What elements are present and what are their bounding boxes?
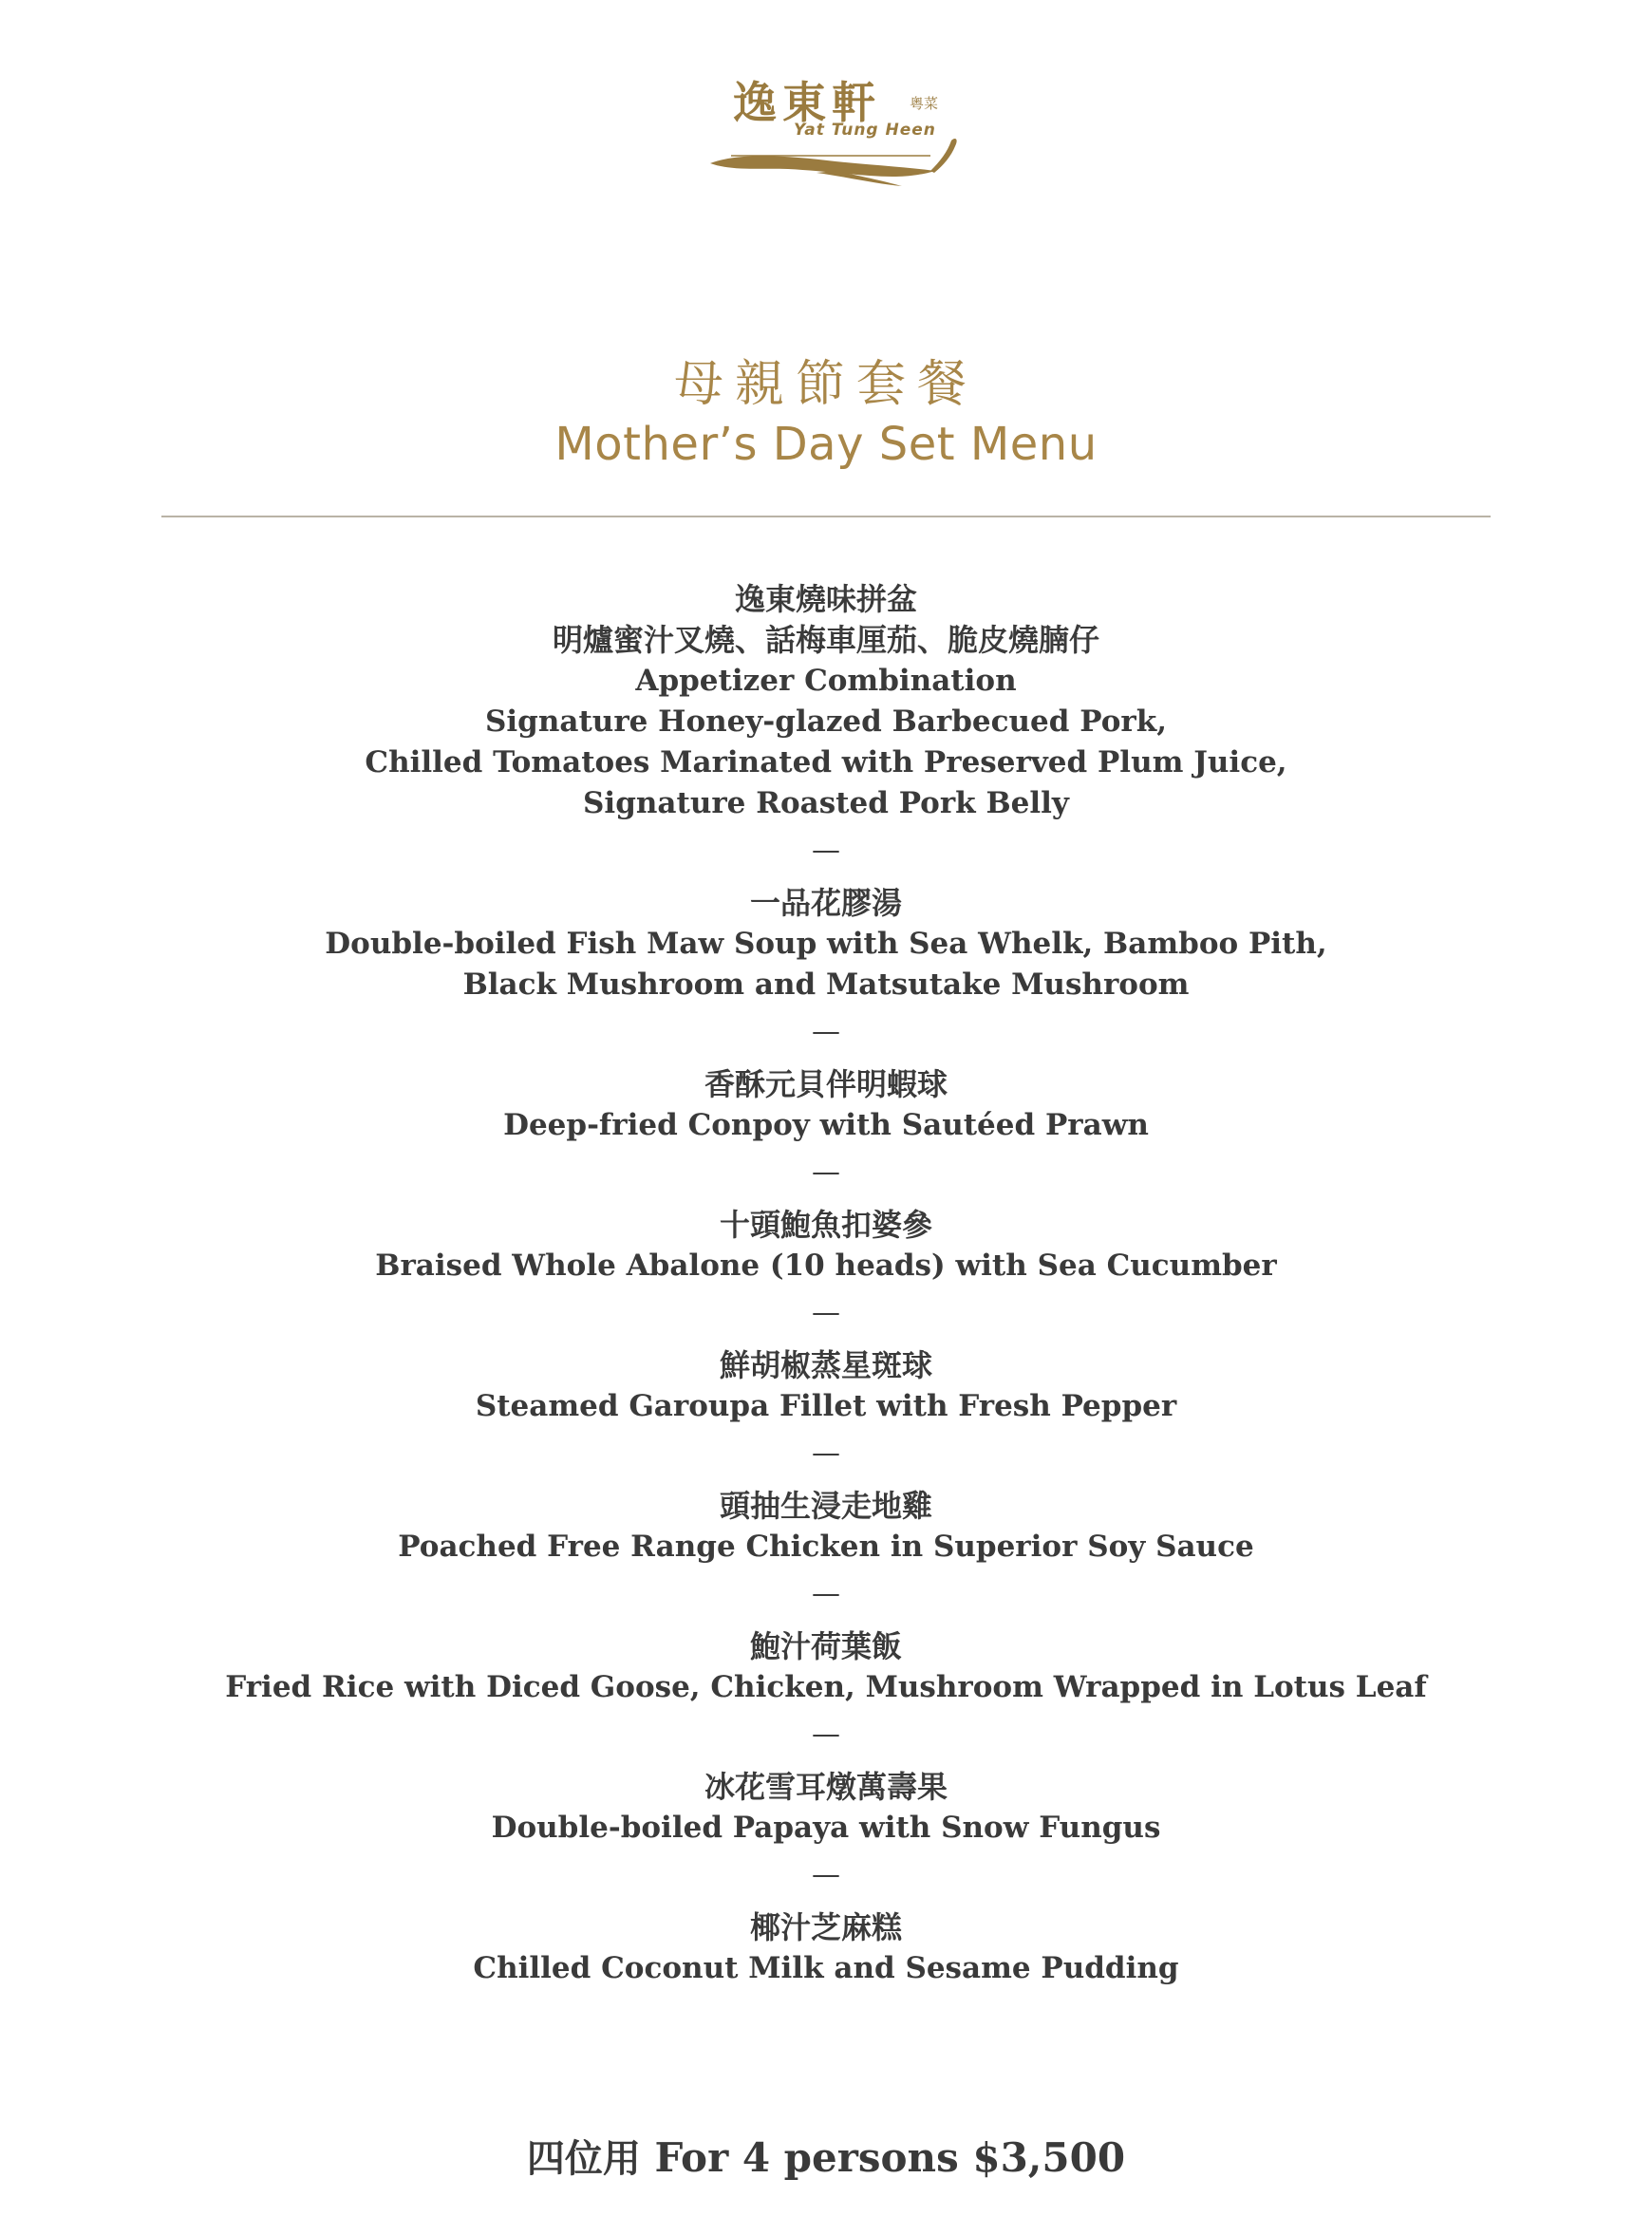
price-label-chinese: 四位用	[526, 2137, 641, 2181]
course-name-chinese: 香酥元貝伴明蝦球	[704, 1066, 948, 1102]
course-name-chinese: 頭抽生浸走地雞	[719, 1488, 932, 1524]
course-list	[0, 579, 1652, 1989]
course-separator: —	[812, 1858, 840, 1891]
course-name-chinese: 一品花膠湯	[749, 885, 902, 921]
course-name-english: Double-boiled Papaya with Snow Fungus	[491, 1811, 1161, 1845]
menu-course	[0, 1205, 1652, 1286]
price-line	[0, 2129, 1652, 2183]
course-name-chinese: 逸東燒味拼盆	[734, 581, 917, 617]
course-name-english: Black Mushroom and Matsutake Mushroom	[462, 967, 1190, 1002]
menu-title-chinese: 母親節套餐	[673, 356, 978, 413]
restaurant-logo	[703, 66, 968, 190]
menu-course	[0, 1767, 1652, 1849]
course-name-english: Signature Roasted Pork Belly	[583, 786, 1069, 820]
course-name-english: Signature Honey-glazed Barbecued Pork,	[485, 704, 1167, 739]
course-name-english: Appetizer Combination	[635, 664, 1017, 698]
logo-english-name: Yat Tung Heen	[794, 121, 936, 140]
course-name-chinese: 冰花雪耳燉萬壽果	[704, 1769, 948, 1805]
course-separator: —	[812, 834, 840, 867]
course-name-english: Fried Rice with Diced Goose, Chicken, Mushroom Wrapped in Lotus Leaf	[225, 1670, 1427, 1704]
menu-course	[0, 883, 1652, 1005]
menu-course	[0, 1626, 1652, 1708]
course-name-chinese: 鮑汁荷葉飯	[749, 1628, 902, 1664]
course-name-english: Chilled Coconut Milk and Sesame Pudding	[473, 1951, 1179, 1985]
logo-chinese-name: 逸東軒	[733, 77, 881, 128]
menu-course	[0, 1064, 1652, 1146]
course-name-english: Steamed Garoupa Fillet with Fresh Pepper	[475, 1389, 1177, 1423]
menu-course	[0, 579, 1652, 824]
menu-course	[0, 1907, 1652, 1989]
menu-course	[0, 1486, 1652, 1568]
logo-tagline: 粵菜	[910, 95, 939, 112]
course-name-chinese: 椰汁芝麻糕	[749, 1909, 902, 1945]
course-separator: —	[812, 1015, 840, 1048]
course-separator: —	[812, 1155, 840, 1189]
menu-title-english: Mother’s Day Set Menu	[554, 418, 1098, 471]
course-name-english: Poached Free Range Chicken in Superior Soy Sauce	[398, 1530, 1254, 1564]
course-name-english: Double-boiled Fish Maw Soup with Sea Whelk, Bamboo Pith,	[325, 927, 1327, 961]
course-name-english: Braised Whole Abalone (10 heads) with Sea Cucumber	[375, 1249, 1277, 1283]
price-label-english: For 4 persons $3,500	[654, 2134, 1126, 2181]
course-separator: —	[812, 1718, 840, 1751]
course-separator: —	[812, 1437, 840, 1470]
course-name-chinese: 十頭鮑魚扣婆參	[719, 1207, 932, 1243]
header-divider	[161, 516, 1491, 517]
course-separator: —	[812, 1296, 840, 1329]
menu-course	[0, 1345, 1652, 1427]
course-separator: —	[812, 1577, 840, 1610]
course-name-chinese: 明爐蜜汁叉燒、話梅車厘茄、脆皮燒腩仔	[552, 622, 1099, 658]
course-name-english: Deep-fried Conpoy with Sautéed Prawn	[503, 1108, 1149, 1142]
course-name-english: Chilled Tomatoes Marinated with Preserved Plum Juice,	[365, 745, 1287, 779]
course-name-chinese: 鮮胡椒蒸星斑球	[719, 1347, 932, 1383]
